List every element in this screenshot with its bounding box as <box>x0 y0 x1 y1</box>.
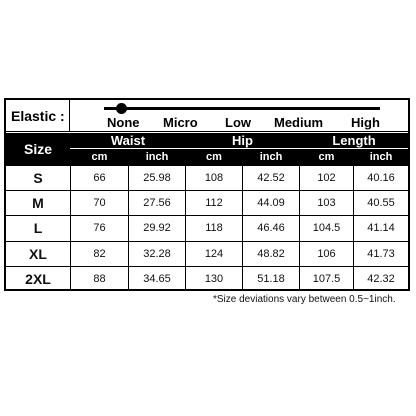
measurement-cell: 42.52 <box>242 166 299 190</box>
table-row <box>6 215 408 240</box>
measurement-cell: 32.28 <box>128 242 185 266</box>
measurement-cell: 48.82 <box>242 242 299 266</box>
table-row <box>6 266 408 291</box>
unit-header: cm <box>299 149 353 165</box>
measurement-cell: 82 <box>70 242 128 266</box>
measurement-cell: 41.73 <box>353 242 408 266</box>
elastic-label: Elastic : <box>6 100 70 132</box>
measurement-cell: 76 <box>70 216 128 240</box>
measurement-cell: 40.16 <box>353 166 408 190</box>
group-header-row <box>6 133 408 148</box>
table-row <box>6 165 408 190</box>
unit-header: inch <box>353 149 408 165</box>
elastic-level-micro: Micro <box>163 115 198 130</box>
measurement-cell: 103 <box>299 191 353 215</box>
group-header-length: Length <box>299 133 408 148</box>
measurement-cell: 107.5 <box>299 267 353 291</box>
measurement-cell: 130 <box>185 267 242 291</box>
elastic-indicator-dot <box>116 103 127 114</box>
elastic-scale-bar <box>104 107 380 110</box>
size-label: XL <box>29 245 47 262</box>
measurement-cell: 108 <box>185 166 242 190</box>
unit-header: cm <box>185 149 242 165</box>
measurement-cell: 106 <box>299 242 353 266</box>
elastic-level-medium: Medium <box>274 115 324 130</box>
size-label: L <box>33 220 43 237</box>
size-label: S <box>33 170 43 187</box>
measurement-cell: 51.18 <box>242 267 299 291</box>
measurement-cell: 41.14 <box>353 216 408 240</box>
elastic-level-low: Low <box>225 115 251 130</box>
measurement-cell: 102 <box>299 166 353 190</box>
measurement-cell: 27.56 <box>128 191 185 215</box>
measurement-cell: 88 <box>70 267 128 291</box>
size-header: Size <box>6 133 70 165</box>
measurement-cell: 66 <box>70 166 128 190</box>
elastic-level-high: High <box>351 115 380 130</box>
measurement-cell: 29.92 <box>128 216 185 240</box>
unit-header: inch <box>128 149 185 165</box>
group-header-waist: Waist <box>70 133 185 148</box>
size-chart <box>4 98 410 291</box>
elastic-level-none: None <box>107 115 140 130</box>
measurement-cell: 34.65 <box>128 267 185 291</box>
measurement-cell: 104.5 <box>299 216 353 240</box>
measurement-cell: 46.46 <box>242 216 299 240</box>
measurement-cell: 118 <box>185 216 242 240</box>
size-label: M <box>32 195 44 212</box>
unit-header: inch <box>242 149 299 165</box>
measurement-cell: 44.09 <box>242 191 299 215</box>
unit-header: cm <box>70 149 128 165</box>
measurement-cell: 70 <box>70 191 128 215</box>
measurement-cell: 42.32 <box>353 267 408 291</box>
elastic-row <box>6 100 408 132</box>
group-header-hip: Hip <box>185 133 299 148</box>
measurement-cell: 40.55 <box>353 191 408 215</box>
table-row <box>6 241 408 266</box>
unit-header-row <box>6 149 408 165</box>
measurement-cell: 112 <box>185 191 242 215</box>
measurement-cell: 25.98 <box>128 166 185 190</box>
measurement-cell: 124 <box>185 242 242 266</box>
size-label: 2XL <box>25 270 51 287</box>
table-row <box>6 190 408 215</box>
size-deviation-note: *Size deviations vary between 0.5~1inch. <box>213 294 396 305</box>
